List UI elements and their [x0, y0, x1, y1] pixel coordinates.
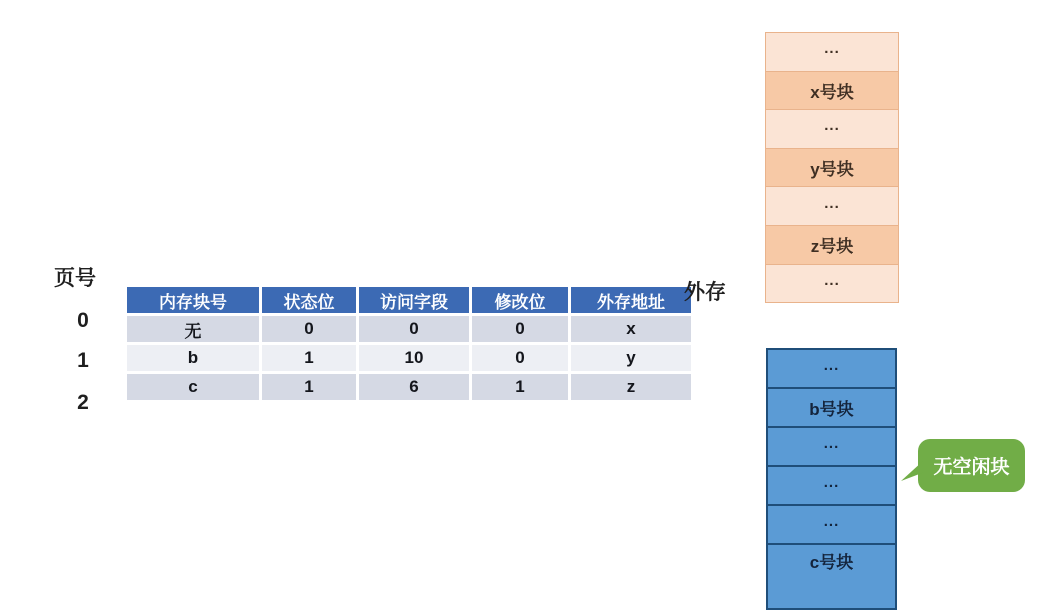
table-row-2: [127, 374, 691, 400]
block-label: b号块: [809, 400, 854, 419]
storage-block-dots: [766, 187, 898, 226]
external-storage-stack: [765, 32, 899, 303]
header-modify-bit: 修改位: [472, 287, 568, 313]
page-number-title: 页号: [54, 267, 96, 290]
cell-1-0: b: [127, 345, 259, 371]
callout-text: 无空闲块: [933, 457, 1010, 478]
page-number-0: 0: [77, 309, 89, 332]
dots-text: ...: [823, 435, 840, 452]
cell-0-3: 0: [472, 316, 568, 342]
cell-1-3: 0: [472, 345, 568, 371]
cell-0-2: 0: [359, 316, 469, 342]
memory-block-c: [768, 545, 895, 608]
block-label: z号块: [810, 237, 854, 257]
header-memory-block: 内存块号: [127, 287, 259, 313]
cell-2-0: c: [127, 374, 259, 400]
external-storage-label: 外存: [684, 281, 726, 304]
dots-text: ...: [824, 271, 840, 289]
cell-2-3: 1: [472, 374, 568, 400]
storage-block-x: [766, 72, 898, 111]
cell-2-2: 6: [359, 374, 469, 400]
storage-block-dots: [766, 265, 898, 303]
memory-stack: [766, 348, 897, 610]
header-status-bit: 状态位: [262, 287, 356, 313]
table-row-0: [127, 316, 691, 342]
block-label: x号块: [810, 82, 854, 102]
memory-block-dots: [768, 428, 895, 467]
cell-1-4: y: [571, 345, 691, 371]
memory-block-b: [768, 389, 895, 428]
block-label: y号块: [810, 160, 854, 180]
callout-tail: [901, 461, 923, 481]
dots-text: ...: [824, 117, 840, 135]
cell-0-1: 0: [262, 316, 356, 342]
table-row-1: [127, 345, 691, 371]
cell-1-1: 1: [262, 345, 356, 371]
storage-block-y: [766, 149, 898, 188]
dots-text: ...: [823, 474, 840, 491]
dots-text: ...: [823, 513, 840, 530]
cell-2-1: 1: [262, 374, 356, 400]
dots-text: ...: [823, 357, 840, 374]
header-access-field: 访问字段: [359, 287, 469, 313]
cell-2-4: z: [571, 374, 691, 400]
page-number-2: 2: [77, 391, 89, 414]
cell-0-4: x: [571, 316, 691, 342]
dots-text: ...: [824, 40, 840, 58]
cell-1-2: 10: [359, 345, 469, 371]
storage-block-z: [766, 226, 898, 265]
cell-0-0: 无: [127, 316, 259, 342]
storage-block-dots: [766, 33, 898, 72]
memory-block-dots: [768, 506, 895, 545]
no-free-block-callout: [918, 439, 1025, 492]
storage-block-dots: [766, 110, 898, 149]
dots-text: ...: [824, 194, 840, 212]
page-table-header-row: [127, 287, 691, 313]
memory-block-dots: [768, 467, 895, 506]
block-label: c号块: [809, 553, 854, 572]
header-ext-address: 外存地址: [571, 287, 691, 313]
memory-block-dots: [768, 350, 895, 389]
page-table: [124, 284, 694, 403]
page-number-1: 1: [77, 349, 89, 372]
